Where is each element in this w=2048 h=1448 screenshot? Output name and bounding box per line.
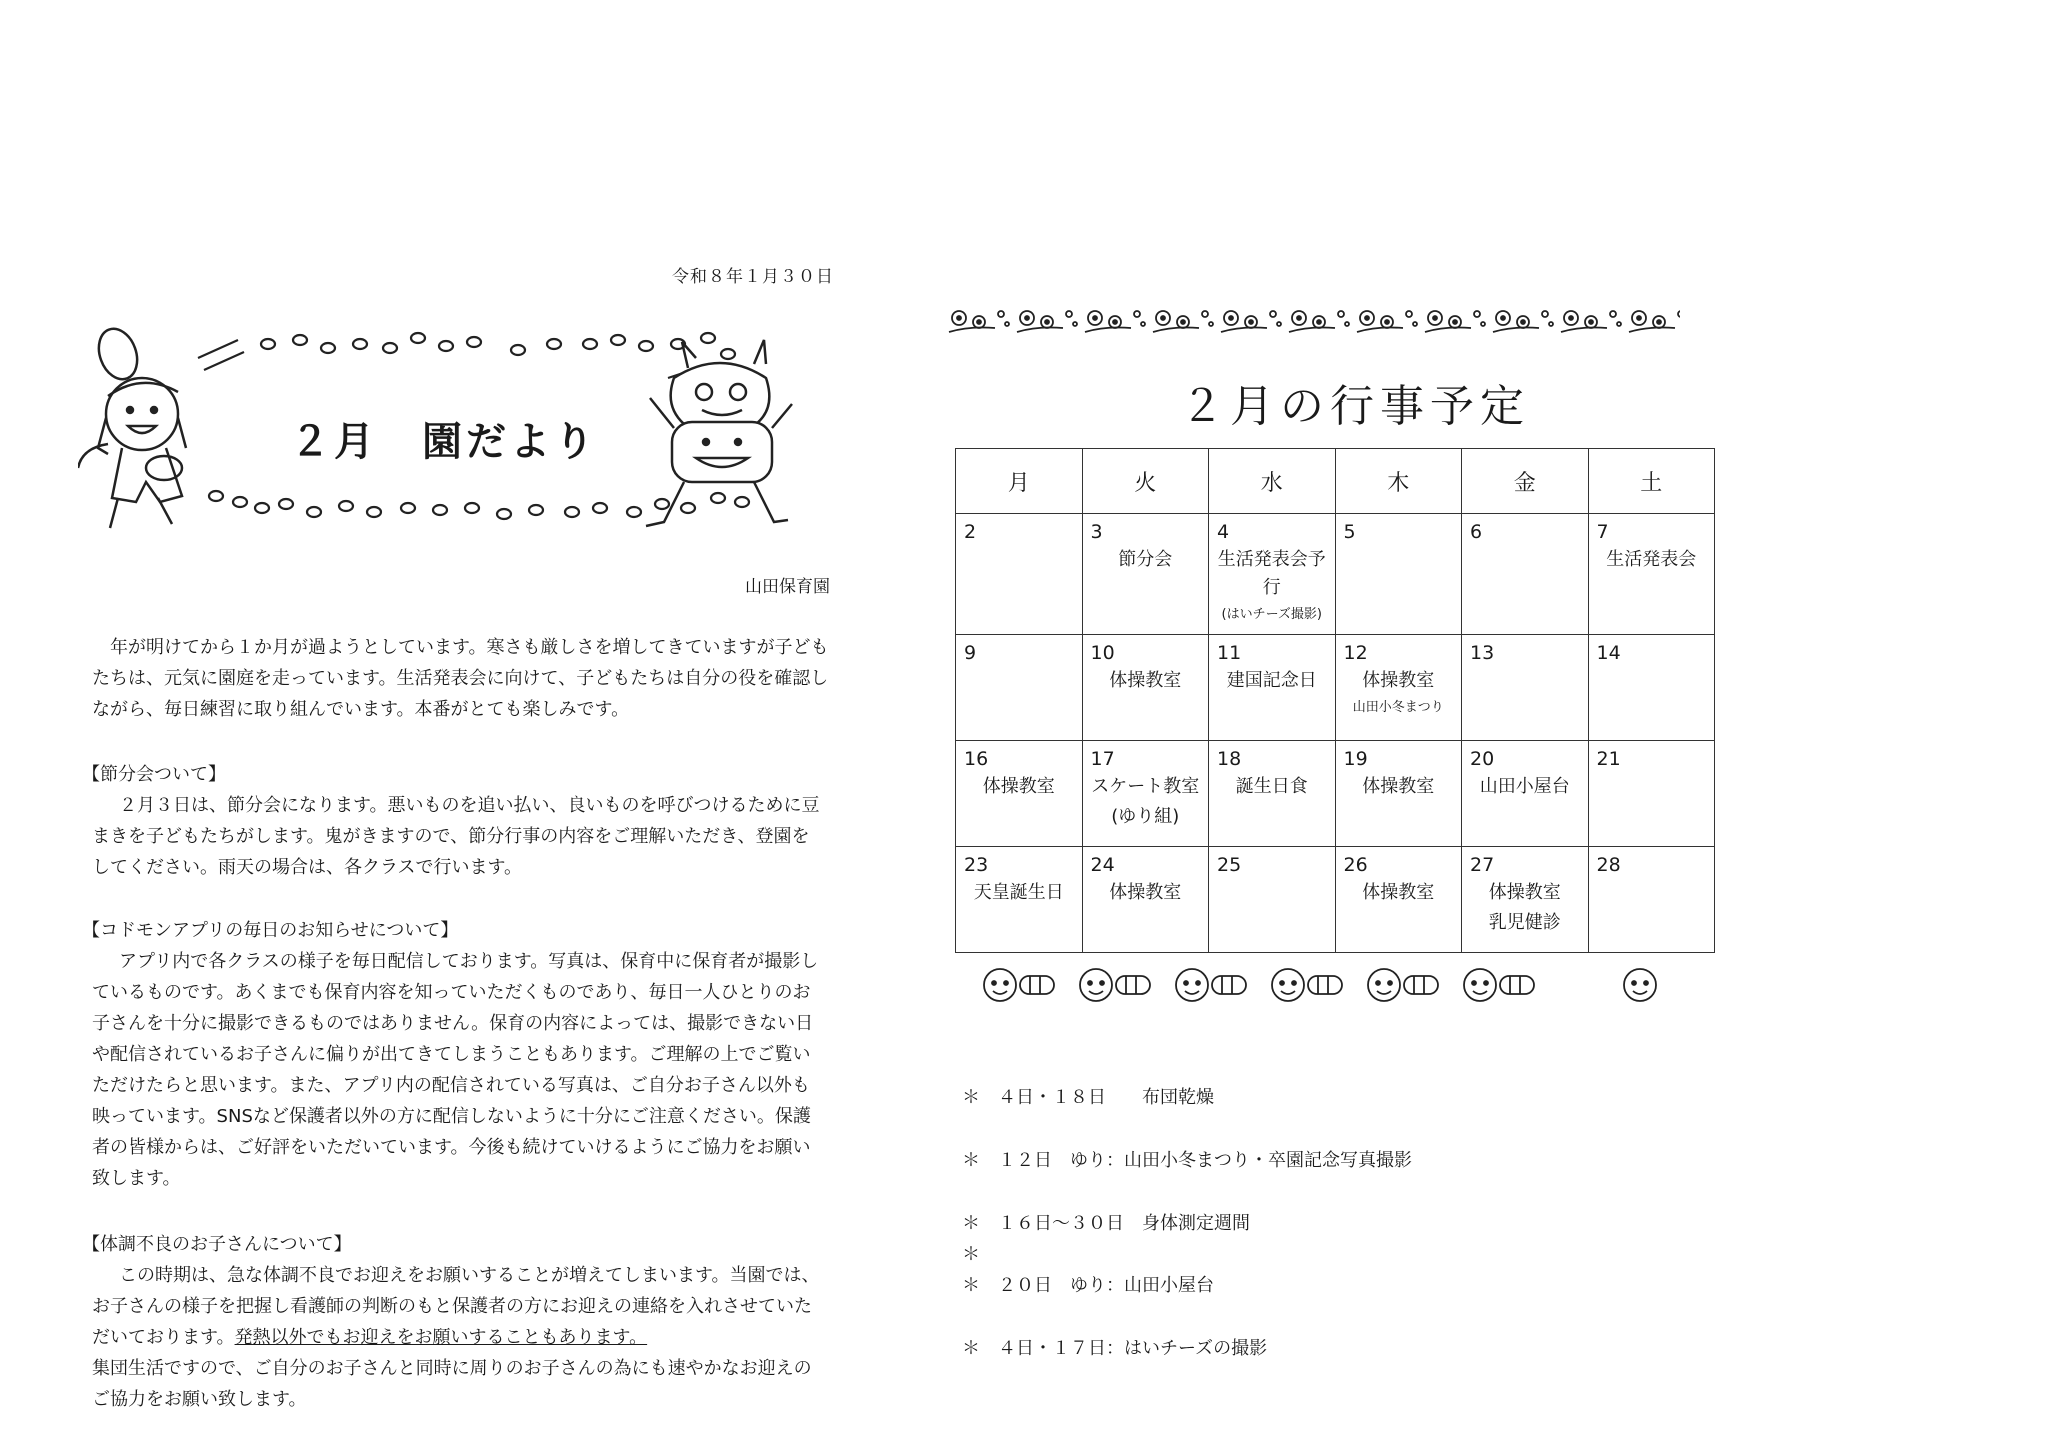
note-item: ＊ ４日・１７日：はいチーズの撮影 xyxy=(962,1338,1268,1359)
day-number: 16 xyxy=(964,748,989,770)
calendar-day-cell xyxy=(1209,635,1336,741)
calendar-day-cell xyxy=(1335,741,1462,847)
day-number: 3 xyxy=(1090,521,1103,543)
calendar-week-row xyxy=(956,635,1715,741)
calendar-day-cell xyxy=(956,514,1083,635)
note-item: ＊ １６日～３０日 身体測定週間 xyxy=(962,1213,1250,1234)
february-calendar xyxy=(955,448,1715,953)
day-event: 生活発表会 xyxy=(1606,549,1697,570)
school-name: 山田保育園 xyxy=(745,577,830,597)
calendar-day-cell xyxy=(1335,635,1462,741)
children-faces-border xyxy=(980,962,1660,1008)
note-item: ＊ １２日 ゆり：山田小冬まつり・卒園記念写真撮影 xyxy=(962,1150,1412,1171)
note-item: ＊ ２０日 ゆり：山田小屋台 xyxy=(962,1275,1214,1296)
day-number: 21 xyxy=(1596,748,1621,770)
day-event: 天皇誕生日 xyxy=(973,882,1064,903)
day-number: 18 xyxy=(1217,748,1242,770)
day-number: 13 xyxy=(1470,642,1495,664)
illness-underlined-text: 発熱以外でもお迎えをお願いすることもあります。 xyxy=(234,1327,648,1348)
day-event: 節分会 xyxy=(1118,549,1173,570)
weekday-header-row xyxy=(956,449,1715,514)
day-event: 生活発表会予行 xyxy=(1217,549,1326,598)
calendar-day-cell xyxy=(956,635,1083,741)
calendar-day-cell xyxy=(1335,847,1462,953)
weekday-header: 木 xyxy=(1335,449,1462,514)
day-number: 12 xyxy=(1343,642,1368,664)
day-number: 11 xyxy=(1217,642,1242,664)
day-number: 27 xyxy=(1470,854,1495,876)
day-number: 17 xyxy=(1090,748,1115,770)
weekday-header: 月 xyxy=(956,449,1083,514)
day-number: 25 xyxy=(1217,854,1242,876)
day-number: 23 xyxy=(964,854,989,876)
day-event: 山田小屋台 xyxy=(1479,776,1570,797)
calendar-day-cell xyxy=(1588,635,1715,741)
day-number: 9 xyxy=(964,642,977,664)
day-event: 体操教室 xyxy=(1488,882,1561,903)
weekday-header: 火 xyxy=(1082,449,1209,514)
section-heading-illness: 【体調不良のお子さんについて】 xyxy=(82,1234,352,1255)
day-event: 体操教室 xyxy=(982,776,1055,797)
calendar-day-cell xyxy=(1209,847,1336,953)
day-event: 体操教室 xyxy=(1362,882,1435,903)
calendar-day-cell xyxy=(1588,847,1715,953)
day-number: 5 xyxy=(1343,521,1356,543)
day-event: 乳児健診 xyxy=(1488,912,1561,933)
calendar-day-cell xyxy=(956,847,1083,953)
day-event: (ゆり組) xyxy=(1111,806,1180,827)
calendar-week-row xyxy=(956,847,1715,953)
calendar-day-cell xyxy=(1462,514,1589,635)
weekday-header: 土 xyxy=(1588,449,1715,514)
section-heading-app-notice: 【コドモンアプリの毎日のお知らせについて】 xyxy=(82,920,459,941)
section-body-setsubun: ２月３日は、節分会になります。悪いものを追い払い、良いものを呼びつけるために豆まきを子どもたちがします。鬼がきますので、節分行事の内容をご理解いただき、登園をしてください。雨天の場合は、各クラスで行います。 xyxy=(92,795,820,878)
day-event-note: (はいチーズ撮影) xyxy=(1221,607,1322,622)
schedule-notes xyxy=(962,1082,1412,1364)
day-number: 28 xyxy=(1596,854,1621,876)
note-item: ＊ ４日・１８日 布団乾燥 xyxy=(962,1087,1214,1108)
day-event: 体操教室 xyxy=(1109,670,1182,691)
day-event: 誕生日食 xyxy=(1235,776,1308,797)
illness-body-text: この時期は、急な体調不良でお迎えをお願いすることが増えてしまいます。当園では、お子さんの様子を把握し看護師の判断のもと保護者の方にお迎えの連絡を入れさせていただいております。 xyxy=(92,1265,820,1348)
day-number: 26 xyxy=(1343,854,1368,876)
section-heading-setsubun: 【節分会ついて】 xyxy=(82,764,226,785)
calendar-day-cell xyxy=(956,741,1083,847)
calendar-body xyxy=(956,514,1715,953)
day-event-note: 山田小冬まつり xyxy=(1352,700,1444,715)
day-number: 4 xyxy=(1217,521,1230,543)
day-event: 体操教室 xyxy=(1362,776,1435,797)
schedule-title: ２月の行事予定 xyxy=(1180,381,1530,432)
calendar-week-row xyxy=(956,514,1715,635)
intro-paragraph: 年が明けてから１か月が過ようとしています。寒さも厳しさを増してきていますが子どもたちは、元気に園庭を走っています。生活発表会に向けて、子どもたちは自分の役を確認しながら、毎日練習に取り組んでいます。本番がとても楽しみです。 xyxy=(92,637,829,720)
day-number: 24 xyxy=(1090,854,1115,876)
note-item: ＊ xyxy=(962,1244,980,1265)
calendar-day-cell xyxy=(1209,741,1336,847)
issue-date: 令和８年１月３０日 xyxy=(672,267,834,287)
calendar-day-cell xyxy=(1588,514,1715,635)
calendar-day-cell xyxy=(1209,514,1336,635)
section-body-illness xyxy=(92,1260,822,1415)
calendar-day-cell xyxy=(1082,635,1209,741)
day-event: 体操教室 xyxy=(1362,670,1435,691)
day-number: 6 xyxy=(1470,521,1483,543)
weekday-header: 金 xyxy=(1462,449,1589,514)
newsletter-title: ２月 園だより xyxy=(290,419,598,465)
section-body-app-notice: アプリ内で各クラスの様子を毎日配信しております。写真は、保育中に保育者が撮影しているものです。あくまでも保育内容を知っていただくものであり、毎日一人ひとりのお子さんを十分に撮影できるものではありません。保育の内容によっては、撮影できない日や配信されているお子さんに偏りが出てきてしまうこともあります。ご理解の上でご覧いただけたらと思います。また、アプリ内の配信されている写真は、ご自分お子さん以外も映っています。SNSなど保護者以外の方に配信しないように十分にご注意ください。保護者の皆様からは、ご好評をいただいています。今後も続けていけるようにご協力をお願い致します。 xyxy=(92,951,819,1189)
calendar-day-cell xyxy=(1082,847,1209,953)
illness-body-text-2: 集団生活ですので、ご自分のお子さんと同時に周りのお子さんの為にも速やかなお迎えのご協力をお願い致します。 xyxy=(92,1358,812,1410)
weekday-header: 水 xyxy=(1209,449,1336,514)
day-number: 7 xyxy=(1596,521,1609,543)
day-number: 10 xyxy=(1090,642,1115,664)
flower-border-decoration xyxy=(945,300,1680,340)
calendar-day-cell xyxy=(1082,514,1209,635)
calendar-day-cell xyxy=(1082,741,1209,847)
day-number: 19 xyxy=(1343,748,1368,770)
calendar-day-cell xyxy=(1588,741,1715,847)
calendar-day-cell xyxy=(1335,514,1462,635)
day-event: 建国記念日 xyxy=(1226,670,1317,691)
day-event: 体操教室 xyxy=(1109,882,1182,903)
calendar-day-cell xyxy=(1462,741,1589,847)
day-number: 2 xyxy=(964,521,977,543)
day-number: 20 xyxy=(1470,748,1495,770)
calendar-day-cell xyxy=(1462,635,1589,741)
calendar-day-cell xyxy=(1462,847,1589,953)
day-event: スケート教室 xyxy=(1091,776,1200,797)
day-number: 14 xyxy=(1596,642,1621,664)
calendar-week-row xyxy=(956,741,1715,847)
